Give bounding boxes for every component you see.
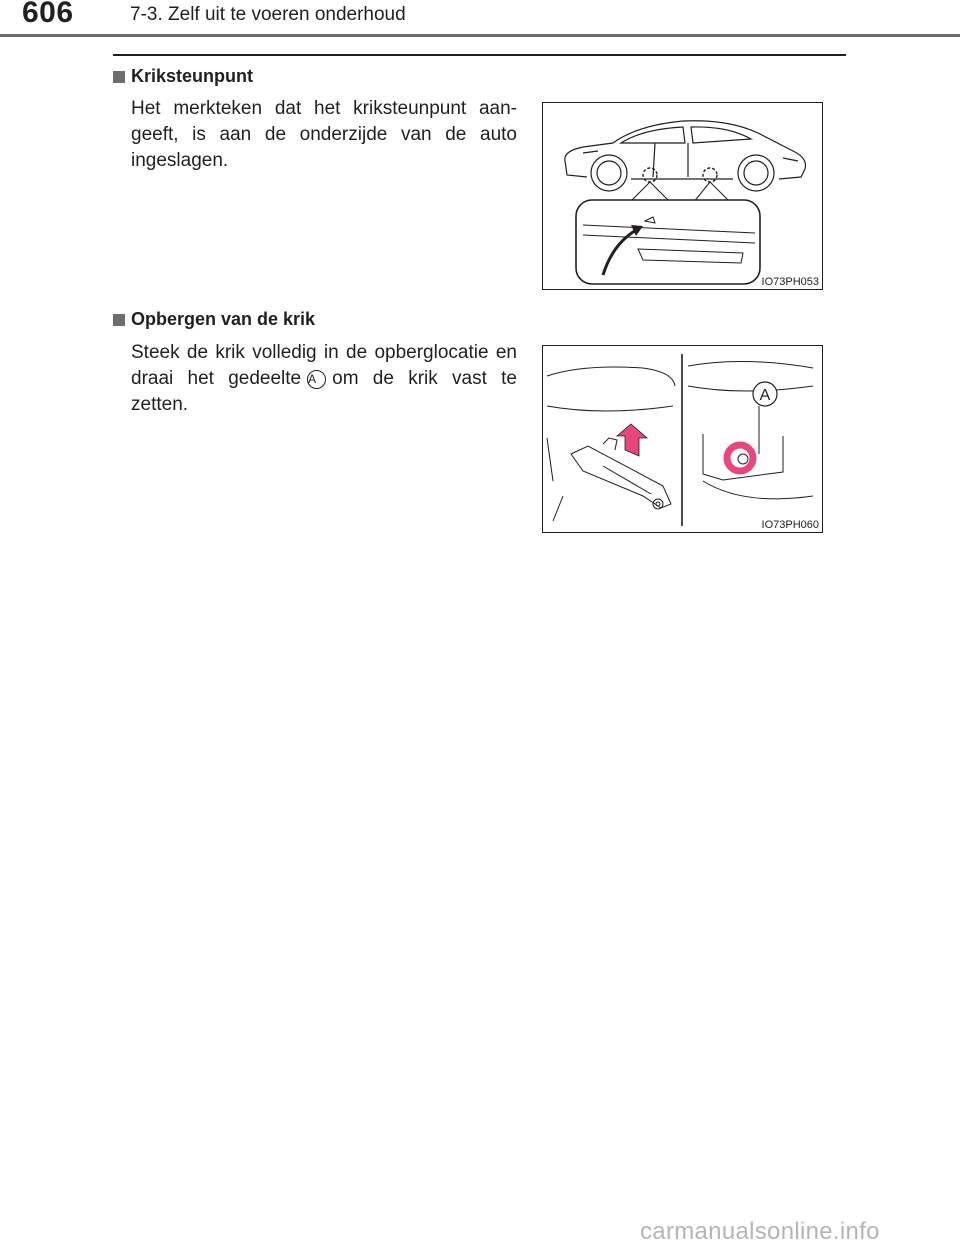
- square-bullet-icon: [113, 71, 125, 83]
- body-text-before: Steek de krik volledig in de opberglocatie en draai het gedeelte: [131, 342, 517, 389]
- section-heading-label: Kriksteunpunt: [131, 66, 254, 86]
- figure-code: IO73PH053: [761, 276, 819, 288]
- section-body-text: [131, 340, 517, 418]
- figure-code: IO73PH060: [761, 519, 819, 531]
- content-rule: [113, 54, 846, 56]
- section-body-text: Het merkteken dat het kriksteunpunt aan-geeft, is aan de onderzijde van de auto ingeslagen.: [131, 98, 517, 171]
- figure-label-a: A: [759, 387, 771, 404]
- section-heading-label: Opbergen van de krik: [131, 309, 316, 329]
- figure-jack-storage: [542, 345, 823, 533]
- body-text-after: om de krik vast te zetten.: [131, 368, 517, 415]
- jack-storage-illustration: [543, 346, 822, 532]
- header-rule: [0, 34, 960, 37]
- car-jack-point-illustration: [543, 103, 822, 289]
- callout-a-icon: A: [307, 370, 326, 389]
- page-number: 606: [22, 0, 74, 29]
- chapter-title: 7-3. Zelf uit te voeren onderhoud: [130, 4, 406, 25]
- section-heading-kriksteunpunt: [113, 66, 253, 87]
- figure-jack-point: [542, 102, 823, 290]
- watermark: carmanualsonline.info: [640, 1218, 880, 1245]
- square-bullet-icon: [113, 314, 125, 326]
- section-heading-opbergen: [113, 309, 315, 330]
